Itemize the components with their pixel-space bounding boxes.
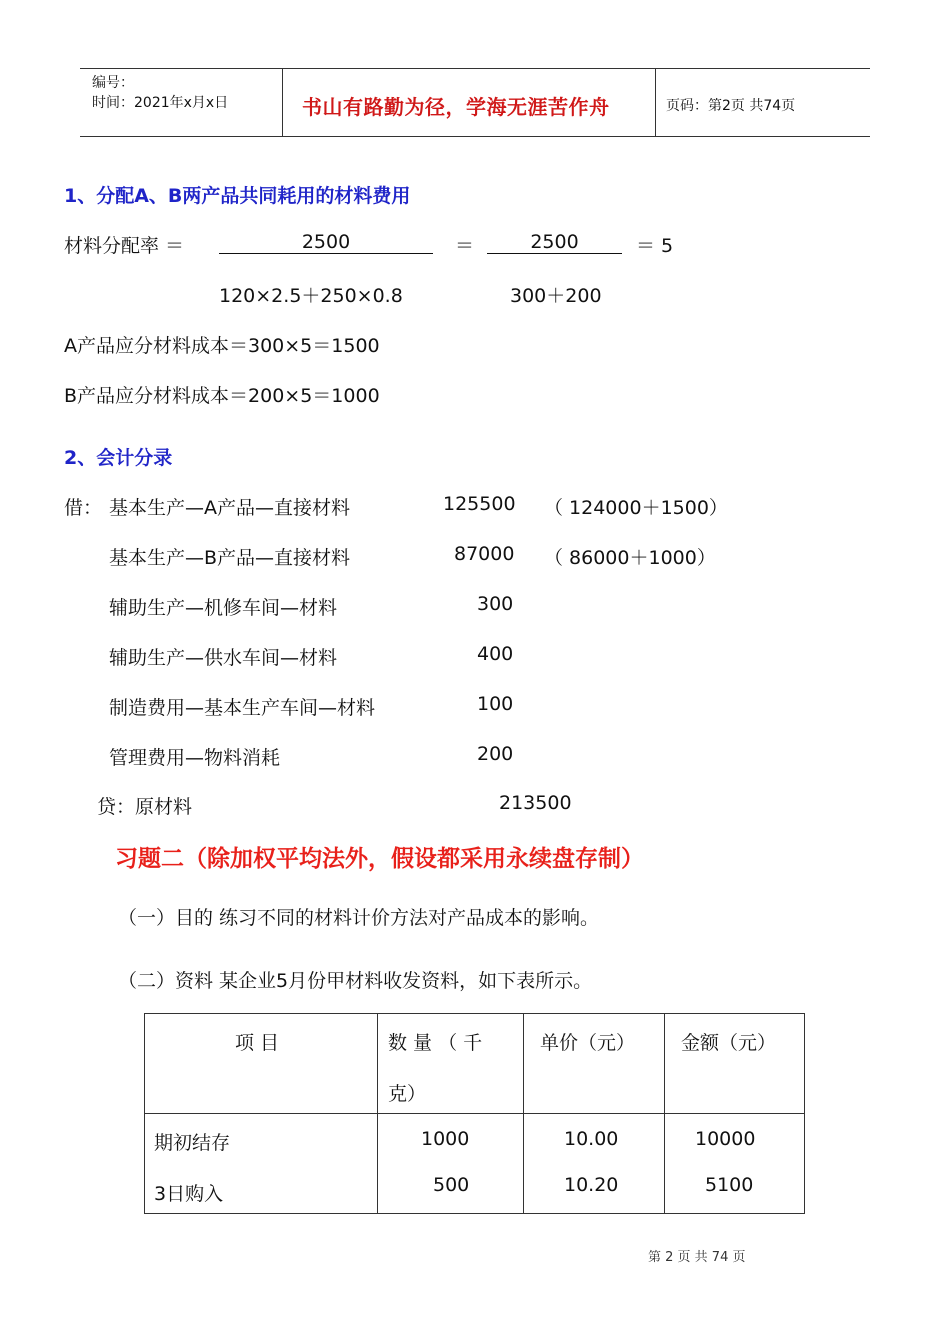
document-number-label: 编号：: [92, 75, 134, 91]
exercise2-data: （二）资料 某企业5月份甲材料收发资料，如下表所示。: [118, 970, 593, 992]
rate-denominator-2: 300＋200: [510, 285, 602, 307]
row-amount: 5100: [705, 1174, 754, 1196]
entry-amount: 400: [477, 643, 514, 665]
row-qty: 500: [433, 1174, 470, 1196]
entry-account: 基本生产—A产品—直接材料: [109, 497, 350, 519]
document-time-label: 时间：2021年x月x日: [92, 95, 229, 111]
header-price: 单价（元）: [540, 1032, 636, 1054]
table-cell: [524, 1114, 665, 1214]
header-amount: 金额（元）: [681, 1032, 777, 1054]
entry-note: （ 86000＋1000）: [544, 547, 716, 569]
table-row: [145, 1114, 805, 1214]
row-item: 期初结存: [154, 1132, 231, 1154]
credit-label: 贷：原材料: [97, 796, 193, 818]
credit-amount: 213500: [499, 792, 572, 814]
row-price: 10.20: [564, 1174, 619, 1196]
rate-label: 材料分配率 ＝: [64, 235, 185, 257]
header-qty-unit: 克）: [388, 1083, 427, 1105]
header-divider: [282, 69, 283, 136]
section2-title: 2、会计分录: [64, 447, 173, 469]
rate-result: ＝ 5: [636, 235, 674, 257]
row-amount: 10000: [695, 1128, 756, 1150]
entry-amount: 100: [477, 693, 514, 715]
header-page-info: 页码：第2页 共74页: [666, 98, 796, 114]
rate-denominator-1: 120×2.5＋250×0.8: [219, 285, 403, 307]
header-cell: [665, 1014, 805, 1114]
header-motto: 书山有路勤为径，学海无涯苦作舟: [302, 95, 610, 119]
table-cell: [665, 1114, 805, 1214]
rate-numerator-1: 2500: [219, 231, 433, 254]
header-cell: [378, 1014, 524, 1114]
entry-amount: 125500: [443, 493, 516, 515]
entry-account: 管理费用—物料消耗: [109, 747, 281, 769]
page-footer: 第 2 页 共 74 页: [648, 1250, 746, 1265]
table-cell: [145, 1114, 378, 1214]
product-b-cost: B产品应分材料成本＝200×5＝1000: [64, 385, 380, 407]
entry-amount: 87000: [454, 543, 515, 565]
header-item: 项 目: [235, 1032, 280, 1054]
header-qty: 数 量 （ 千: [388, 1032, 483, 1054]
header-divider: [655, 69, 656, 136]
section1-title: 1、分配A、B两产品共同耗用的材料费用: [64, 185, 411, 207]
entry-account: 辅助生产—机修车间—材料: [109, 597, 338, 619]
rate-equals: ＝: [455, 235, 475, 257]
table-header-row: [145, 1014, 805, 1114]
entry-account: 辅助生产—供水车间—材料: [109, 647, 338, 669]
header-cell: [524, 1014, 665, 1114]
entry-account: 制造费用—基本生产车间—材料: [109, 697, 376, 719]
row-qty: 1000: [421, 1128, 470, 1150]
entry-amount: 200: [477, 743, 514, 765]
exercise2-goal: （一）目的 练习不同的材料计价方法对产品成本的影响。: [118, 907, 600, 929]
material-table: [144, 1013, 805, 1214]
row-price: 10.00: [564, 1128, 619, 1150]
entry-account: 基本生产—B产品—直接材料: [109, 547, 351, 569]
entry-amount: 300: [477, 593, 514, 615]
debit-prefix: 借：: [64, 497, 103, 519]
rate-numerator-2: 2500: [487, 231, 622, 254]
exercise2-title: 习题二（除加权平均法外，假设都采用永续盘存制）: [115, 846, 644, 872]
row-item: 3日购入: [154, 1183, 224, 1205]
table-cell: [378, 1114, 524, 1214]
page-header: [80, 68, 870, 137]
header-cell: [145, 1014, 378, 1114]
entry-note: （ 124000＋1500）: [544, 497, 728, 519]
product-a-cost: A产品应分材料成本＝300×5＝1500: [64, 335, 380, 357]
